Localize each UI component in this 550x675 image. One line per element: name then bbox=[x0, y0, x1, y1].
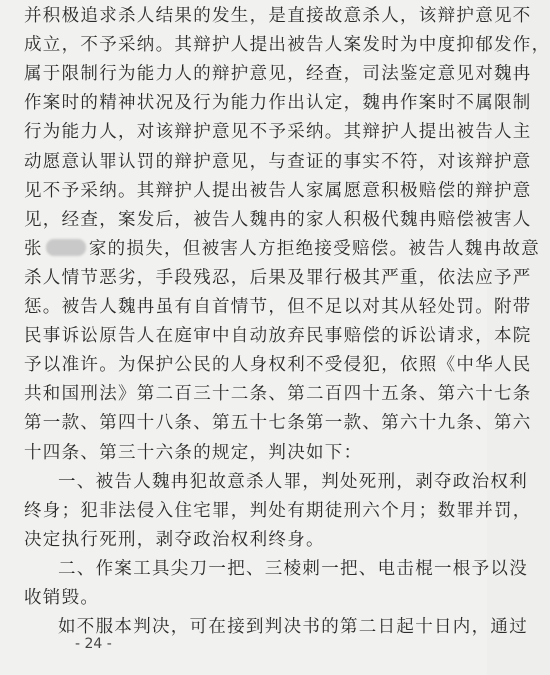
text-line: 第一款、第四十八条、第五十七条第一款、第六十九条、第六 bbox=[24, 413, 532, 434]
text-line: 民事诉讼原告人在庭审中自动放弃民事赔偿的诉讼请求，本院 bbox=[24, 326, 532, 347]
text-line-remainder: 家的损失，但被害人方拒绝接受赔偿。被告人魏冉故意 bbox=[88, 238, 541, 259]
text-line: 见不予采纳。其辩护人提出被告人家属愿意积极赔偿的辩护意 bbox=[24, 180, 532, 201]
verdict-item-1: 一、被告人魏冉犯故意杀人罪，判处死刑，剥夺政治权利 bbox=[58, 471, 528, 492]
text-line: 动愿意认罪认罚的辩护意见，与查证的事实不符，对该辩护意 bbox=[24, 151, 532, 172]
page-number: - 24 - bbox=[75, 636, 112, 652]
text-line-redacted bbox=[24, 239, 540, 259]
text-line: 行为能力人，对该辩护意见不予采纳。其辩护人提出被告人主 bbox=[24, 122, 532, 143]
text-line: 共和国刑法》第二百三十二条、第二百四十五条、第六十七条 bbox=[24, 384, 532, 405]
text-line: 作案时的精神状况及行为能力作出认定，魏冉作案时不属限制 bbox=[24, 93, 532, 114]
text-line: 予以准许。为保护公民的人身权利不受侵犯，依照《中华人民 bbox=[24, 355, 532, 376]
text-line: 见，经查，案发后，被告人魏冉的家人积极代魏冉赔偿被害人 bbox=[24, 209, 532, 230]
text-line: 成立，不予采纳。其辩护人提出被告人案发时为中度抑郁发作， bbox=[24, 35, 550, 56]
redaction-mark bbox=[46, 239, 86, 256]
text-line: 并积极追求杀人结果的发生，是直接故意杀人，该辩护意见不 bbox=[24, 6, 532, 26]
redacted-name-prefix: 张 bbox=[24, 238, 43, 259]
text-line: 杀人情节恶劣，手段残忍，后果及罪行极其严重，依法应予严 bbox=[24, 267, 532, 288]
text-line: 十四条、第三十六条的规定，判决如下： bbox=[24, 442, 363, 463]
text-line: 如不服本判决，可在接到判决书的第二日起十日内，通过 bbox=[58, 617, 528, 638]
text-line: 决定执行死刑，剥夺政治权利终身。 bbox=[24, 529, 325, 550]
text-line: 惩。被告人魏冉虽有自首情节，但不足以对其从轻处罚。附带 bbox=[24, 297, 532, 317]
text-line: 属于限制行为能力人的辩护意见，经查，司法鉴定意见对魏冉 bbox=[24, 64, 532, 85]
verdict-item-2: 二、作案工具尖刀一把、三棱刺一把、电击棍一根予以没 bbox=[58, 558, 528, 579]
text-line: 终身；犯非法侵入住宅罪，判处有期徒刑六个月；数罪并罚， bbox=[24, 500, 532, 521]
text-line: 收销毁。 bbox=[24, 588, 100, 608]
